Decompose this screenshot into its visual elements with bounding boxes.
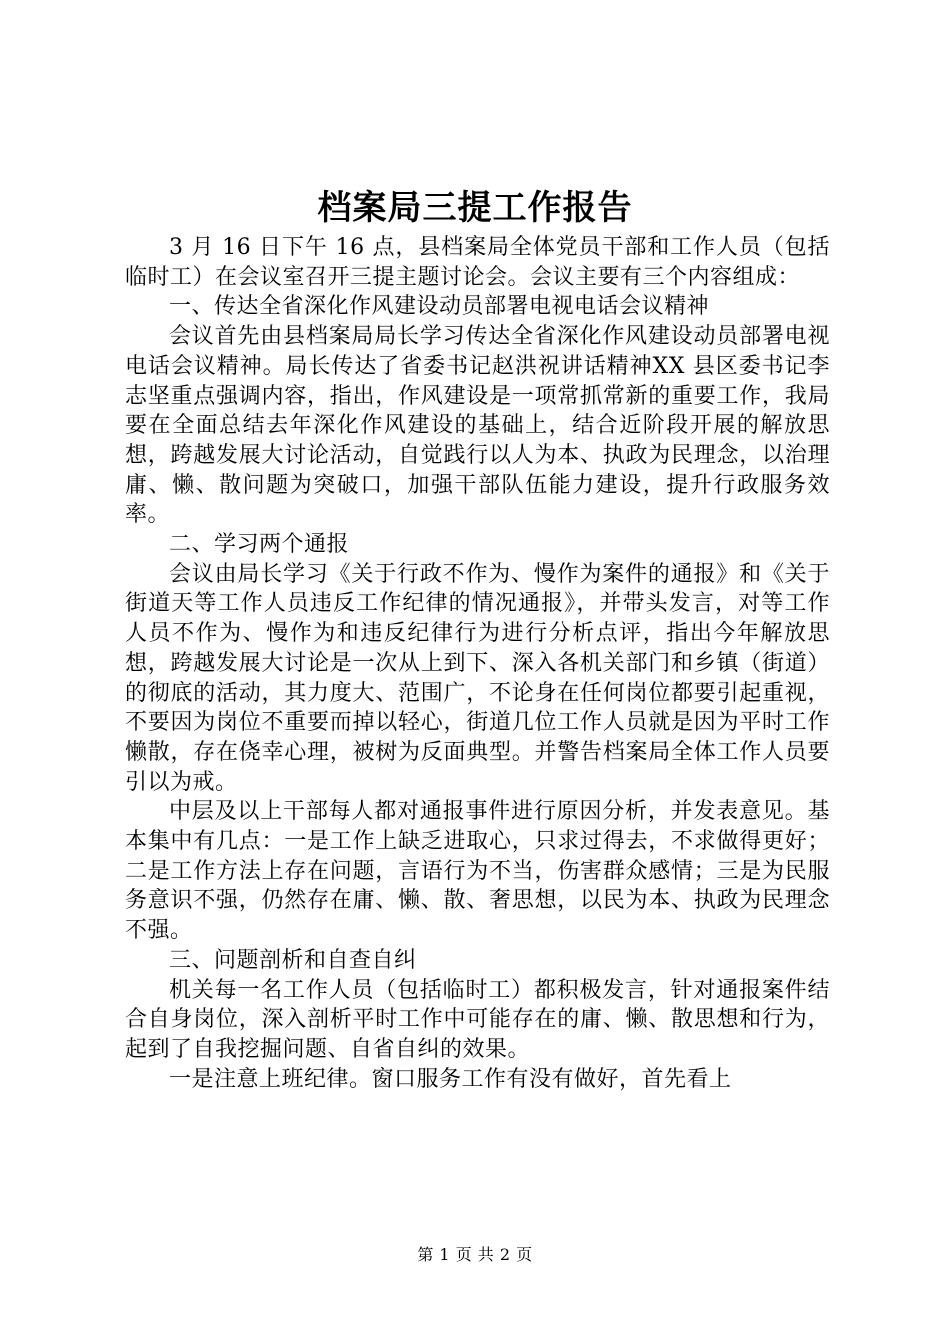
section-heading-3: 三、问题剖析和自查自纠 [169, 947, 417, 973]
paragraph-section-3: 机关每一名工作人员（包括临时工）都积极发言，针对通报案件结合自身岗位，深入剖析平时工作中可能存在的庸、懒、散思想和行为，起到了自我挖掘问题、自省自纠的效果。 [125, 977, 830, 1062]
document-body [125, 233, 830, 1094]
page-footer: 第 1 页 共 2 页 [417, 1245, 533, 1264]
paragraph-section-1: 会议首先由县档案局局长学习传达全省深化作风建设动员部署电视电话会议精神。局长传达了省委书记赵洪祝讲话精神XX 县区委书记李志坚重点强调内容，指出，作风建设是一项常抓常新的重要工作，我局要在全面总结去年深化作风建设的基础上，结合近阶段开展的解放思想，跨越发展大讨论活动，自觉践行以人为本、执政为民理念，以治理庸、懒、散问题为突破口，加强干部队伍能力建设，提升行政服务效率。 [125, 324, 830, 528]
paragraph-section-2-discussion: 中层及以上干部每人都对通报事件进行原因分析，并发表意见。基本集中有几点：一是工作上缺乏进取心，只求过得去，不求做得更好；二是工作方法上存在问题，言语行为不当，伤害群众感情；三是为民服务意识不强，仍然存在庸、懒、散、奢思想，以民为本、执政为民理念不强。 [125, 799, 830, 944]
paragraph-section-2: 会议由局长学习《关于行政不作为、慢作为案件的通报》和《关于街道天等工作人员违反工作纪律的情况通报》，并带头发言，对等工作人员不作为、慢作为和违反纪律行为进行分析点评，指出今年解放思想，跨越发展大讨论是一次从上到下、深入各机关部门和乡镇（街道）的彻底的活动，其力度大、范围广，不论身在任何岗位都要引起重视，不要因为岗位不重要而掉以轻心，街道几位工作人员就是因为平时工作懒散，存在侥幸心理，被树为反面典型。并警告档案局全体工作人员要引以为戒。 [125, 561, 830, 795]
paragraph-section-3-point-1: 一是注意上班纪律。窗口服务工作有没有做好，首先看上 [169, 1066, 732, 1092]
section-heading-1: 一、传达全省深化作风建设动员部署电视电话会议精神 [169, 294, 710, 320]
paragraph-intro: 3 月 16 日下午 16 点，县档案局全体党员干部和工作人员（包括临时工）在会议室召开三提主题讨论会。会议主要有三个内容组成： [125, 235, 830, 290]
document-title: 档案局三提工作报告 [317, 188, 633, 228]
section-heading-2: 二、学习两个通报 [169, 532, 350, 558]
